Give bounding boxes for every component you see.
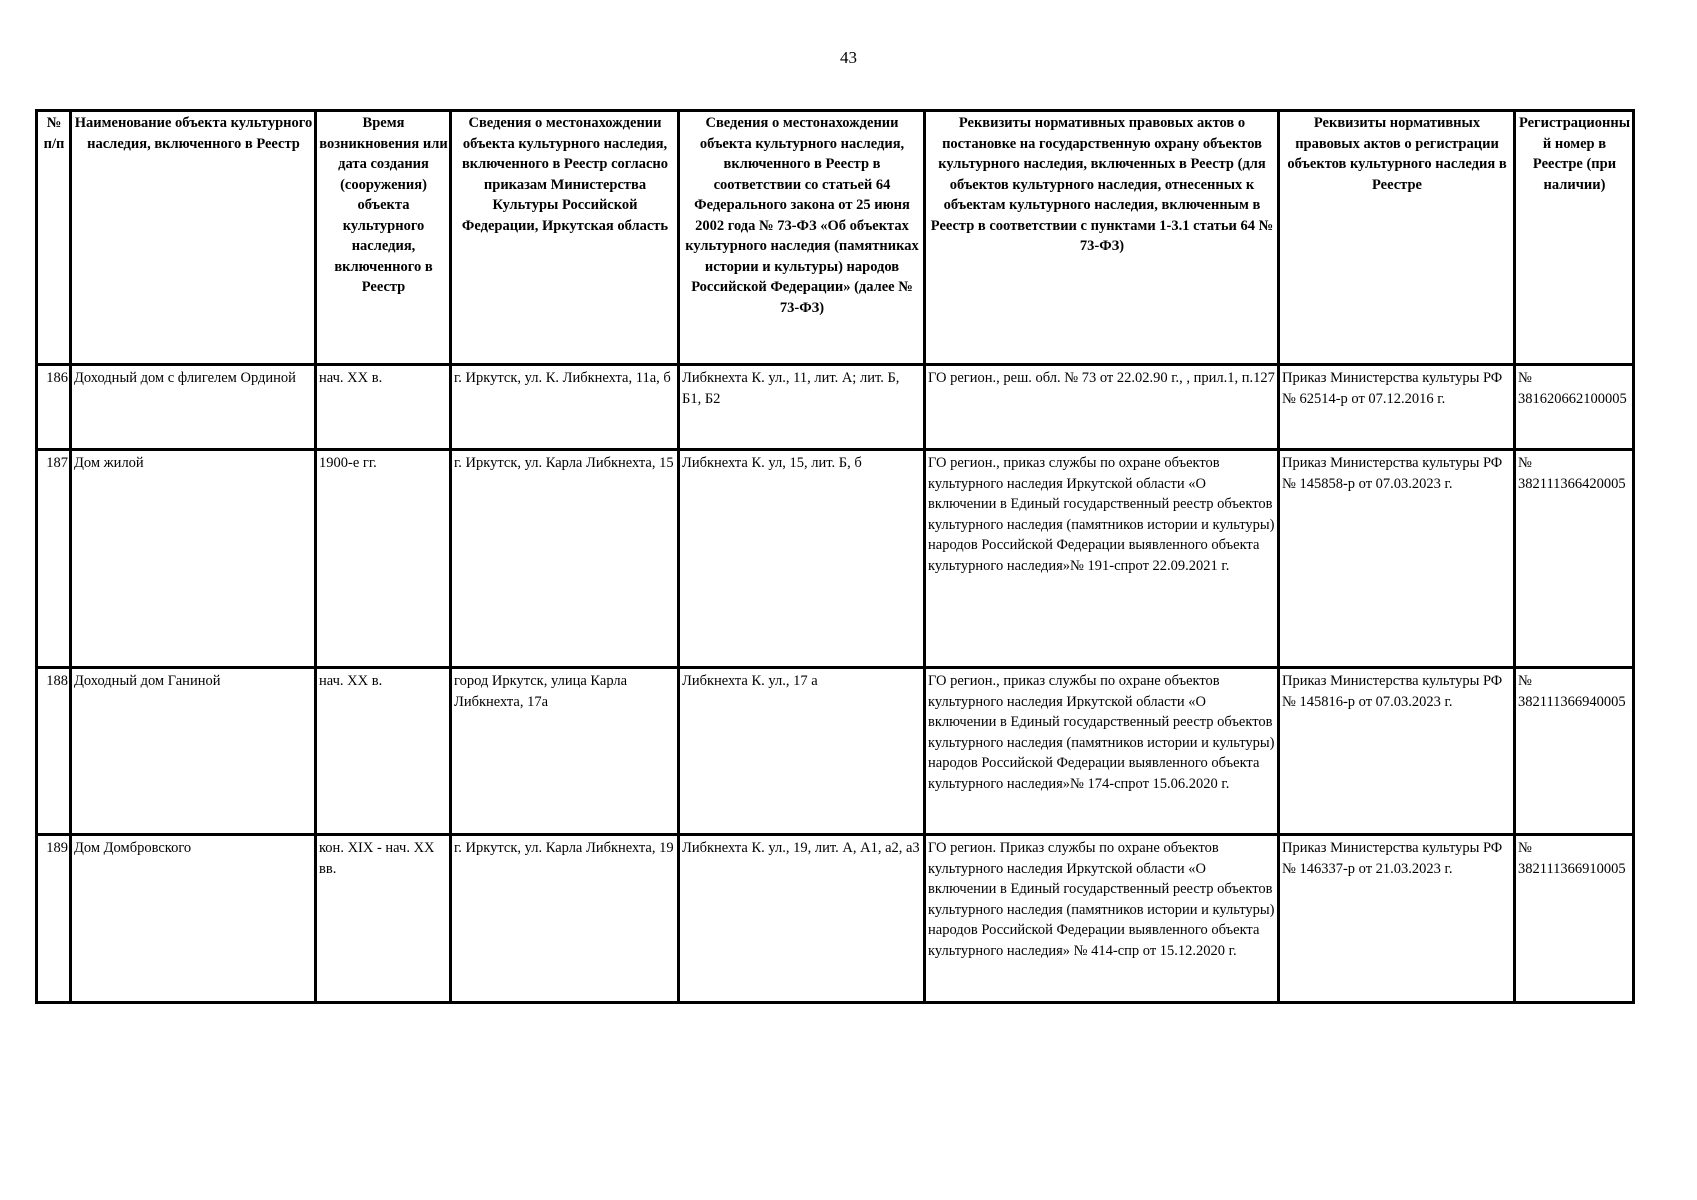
registry-table	[35, 109, 1635, 1004]
cell-reg-number: № 381620662100005	[1515, 365, 1634, 450]
header-reg-number: Регистрационный номер в Реестре (при наличии)	[1515, 111, 1634, 365]
cell-date: нач. XX в.	[316, 668, 451, 835]
cell-reg-number: № 382111366420005	[1515, 450, 1634, 668]
cell-protection-act: ГО регион., приказ службы по охране объектов культурного наследия Иркутской области «О включении в Единый государственный реестр объектов культурного наследия (памятников истории и культуры) народов Российской Федерации выявленного объекта культурного наследия»№ 174-спрот 15.06.2020 г.	[925, 668, 1279, 835]
header-num: № п/п	[37, 111, 71, 365]
cell-location-order: город Иркутск, улица Карла Либкнехта, 17а	[451, 668, 679, 835]
header-protection-act: Реквизиты нормативных правовых актов о постановке на государственную охрану объектов культурного наследия, включенных в Реестр (для объектов культурного наследия, отнесенных к объектам культурного наследия, включенным в Реестр в соответствии с пунктами 1-3.1 статьи 64 № 73-ФЗ)	[925, 111, 1279, 365]
header-registration-act: Реквизиты нормативных правовых актов о регистрации объектов культурного наследия в Реестре	[1279, 111, 1515, 365]
cell-registration-act: Приказ Министерства культуры РФ № 146337-р от 21.03.2023 г.	[1279, 835, 1515, 1003]
cell-location-law: Либкнехта К. ул, 15, лит. Б, б	[679, 450, 925, 668]
table-row	[37, 835, 1634, 1003]
cell-registration-act: Приказ Министерства культуры РФ № 62514-р от 07.12.2016 г.	[1279, 365, 1515, 450]
cell-location-law: Либкнехта К. ул., 11, лит. А; лит. Б, Б1, Б2	[679, 365, 925, 450]
cell-num: 186	[37, 365, 71, 450]
cell-protection-act: ГО регион. Приказ службы по охране объектов культурного наследия Иркутской области «О включении в Единый государственный реестр объектов культурного наследия (памятников истории и культуры) народов Российской Федерации выявленного объекта культурного наследия» № 414-спр от 15.12.2020 г.	[925, 835, 1279, 1003]
header-name: Наименование объекта культурного наследия, включенного в Реестр	[71, 111, 316, 365]
header-location-order: Сведения о местонахождении объекта культурного наследия, включенного в Реестр согласно приказам Министерства Культуры Российской Федерации, Иркутская область	[451, 111, 679, 365]
page-number: 43	[840, 48, 857, 67]
cell-num: 189	[37, 835, 71, 1003]
cell-location-order: г. Иркутск, ул. К. Либкнехта, 11а, б	[451, 365, 679, 450]
header-location-law: Сведения о местонахождении объекта культурного наследия, включенного в Реестр в соответствии со статьей 64 Федерального закона от 25 июня 2002 года № 73-ФЗ «Об объектах культурного наследия (памятниках истории и культуры) народов Российской Федерации» (далее № 73-ФЗ)	[679, 111, 925, 365]
table-row	[37, 450, 1634, 668]
cell-num: 187	[37, 450, 71, 668]
cell-name: Дом жилой	[71, 450, 316, 668]
cell-registration-act: Приказ Министерства культуры РФ № 145858-р от 07.03.2023 г.	[1279, 450, 1515, 668]
cell-location-order: г. Иркутск, ул. Карла Либкнехта, 15	[451, 450, 679, 668]
table-row	[37, 668, 1634, 835]
table-row	[37, 365, 1634, 450]
cell-name: Доходный дом Ганиной	[71, 668, 316, 835]
cell-registration-act: Приказ Министерства культуры РФ № 145816-р от 07.03.2023 г.	[1279, 668, 1515, 835]
header-row	[37, 111, 1634, 365]
cell-date: 1900-е гг.	[316, 450, 451, 668]
cell-protection-act: ГО регион., реш. обл. № 73 от 22.02.90 г., , прил.1, п.127	[925, 365, 1279, 450]
cell-location-law: Либкнехта К. ул., 19, лит. А, А1, а2, а3	[679, 835, 925, 1003]
cell-location-order: г. Иркутск, ул. Карла Либкнехта, 19	[451, 835, 679, 1003]
cell-date: нач. XX в.	[316, 365, 451, 450]
cell-reg-number: № 382111366940005	[1515, 668, 1634, 835]
header-date: Время возникновения или дата создания (сооружения) объекта культурного наследия, включенного в Реестр	[316, 111, 451, 365]
cell-protection-act: ГО регион., приказ службы по охране объектов культурного наследия Иркутской области «О включении в Единый государственный реестр объектов культурного наследия (памятников истории и культуры) народов Российской Федерации выявленного объекта культурного наследия»№ 191-спрот 22.09.2021 г.	[925, 450, 1279, 668]
cell-location-law: Либкнехта К. ул., 17 а	[679, 668, 925, 835]
cell-num: 188	[37, 668, 71, 835]
cell-name: Дом Домбровского	[71, 835, 316, 1003]
cell-date: кон. XIX - нач. XX вв.	[316, 835, 451, 1003]
cell-name: Доходный дом с флигелем Ординой	[71, 365, 316, 450]
cell-reg-number: № 382111366910005	[1515, 835, 1634, 1003]
